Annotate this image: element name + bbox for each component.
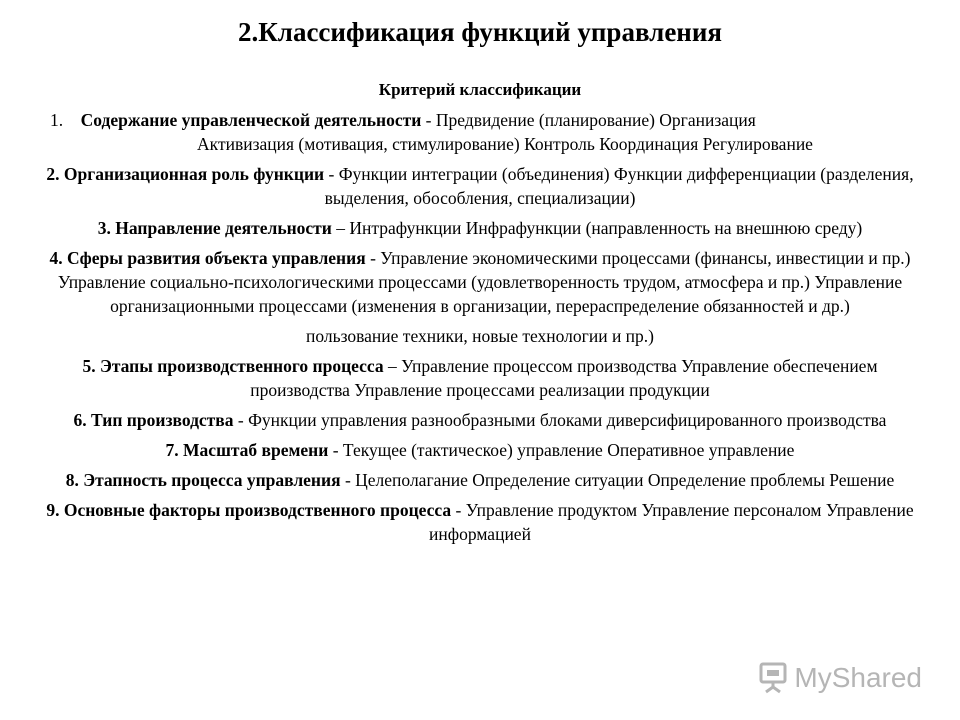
- criteria-heading: Критерий классификации: [378, 80, 582, 99]
- item-criterion: 7. Масштаб времени: [165, 440, 329, 460]
- item-separator: -: [340, 470, 356, 490]
- list-item-fragment: пользование техники, новые технологии и пр.): [305, 326, 655, 346]
- item-separator: -: [365, 248, 381, 268]
- item-separator: –: [331, 218, 350, 238]
- item-description: Предвидение (планирование) Организация: [435, 110, 756, 130]
- slide-title: 2.Классификация функций управления: [237, 17, 723, 47]
- item-separator: -: [328, 440, 343, 460]
- classification-list: [40, 108, 920, 552]
- item-separator: -: [421, 110, 436, 130]
- item-separator: -: [324, 164, 339, 184]
- item-separator: -: [233, 410, 249, 430]
- item-criterion: 9. Основные факторы производственного процесса: [46, 500, 452, 520]
- item-separator: -: [451, 500, 466, 520]
- item-description: Целеполагание Определение ситуации Определение проблемы Решение: [355, 470, 895, 490]
- item-description: Функции интеграции (объединения) Функции дифференциации (разделения, выделения, обособления, специализации): [324, 164, 914, 208]
- list-item-8: [40, 468, 920, 492]
- item-criterion: 5. Этапы производственного процесса: [82, 356, 384, 376]
- watermark-text: MyShared: [794, 662, 922, 693]
- list-item-4: [40, 246, 920, 318]
- item-criterion: Содержание управленческой деятельности: [80, 110, 422, 130]
- item-description: Интрафункции Инфрафункции (направленность на внешнюю среду): [349, 218, 863, 238]
- presentation-icon: [758, 662, 788, 694]
- list-item-7: [40, 438, 920, 462]
- list-item-2: [40, 162, 920, 210]
- item-criterion: 8. Этапность процесса управления: [65, 470, 341, 490]
- item-criterion: 6. Тип производства: [73, 410, 234, 430]
- list-item-5: [40, 354, 920, 402]
- item-description: Текущее (тактическое) управление Оперативное управление: [342, 440, 795, 460]
- item-separator: –: [383, 356, 402, 376]
- item-description: Управление продуктом Управление персоналом Управление информацией: [429, 500, 914, 544]
- item-criterion: 2. Организационная роль функции: [46, 164, 325, 184]
- item-number: 1.: [50, 110, 64, 130]
- item-criterion: 3. Направление деятельности: [97, 218, 332, 238]
- item-description: Управление процессом производства Управление обеспечением производства Управление процессами реализации продукции: [250, 356, 878, 400]
- item-description-continued: Активизация (мотивация, стимулирование) Контроль Координация Регулирование: [197, 134, 813, 154]
- list-item-9: [40, 498, 920, 546]
- item-description: Управление экономическими процессами (финансы, инвестиции и пр.) Управление социально-психологическими процессами (удовлетворенность трудом, атмосфера и пр.) Управление организационными процессами (изменения в организации, перераспределение обязанностей и др.): [57, 248, 911, 316]
- list-item-1: [40, 108, 920, 156]
- item-criterion: 4. Сферы развития объекта управления: [49, 248, 366, 268]
- list-item-6: [40, 408, 920, 432]
- item-description: Функции управления разнообразными блоками диверсифицированного производства: [248, 410, 887, 430]
- list-item-3: [40, 216, 920, 240]
- watermark-logo: [758, 662, 922, 694]
